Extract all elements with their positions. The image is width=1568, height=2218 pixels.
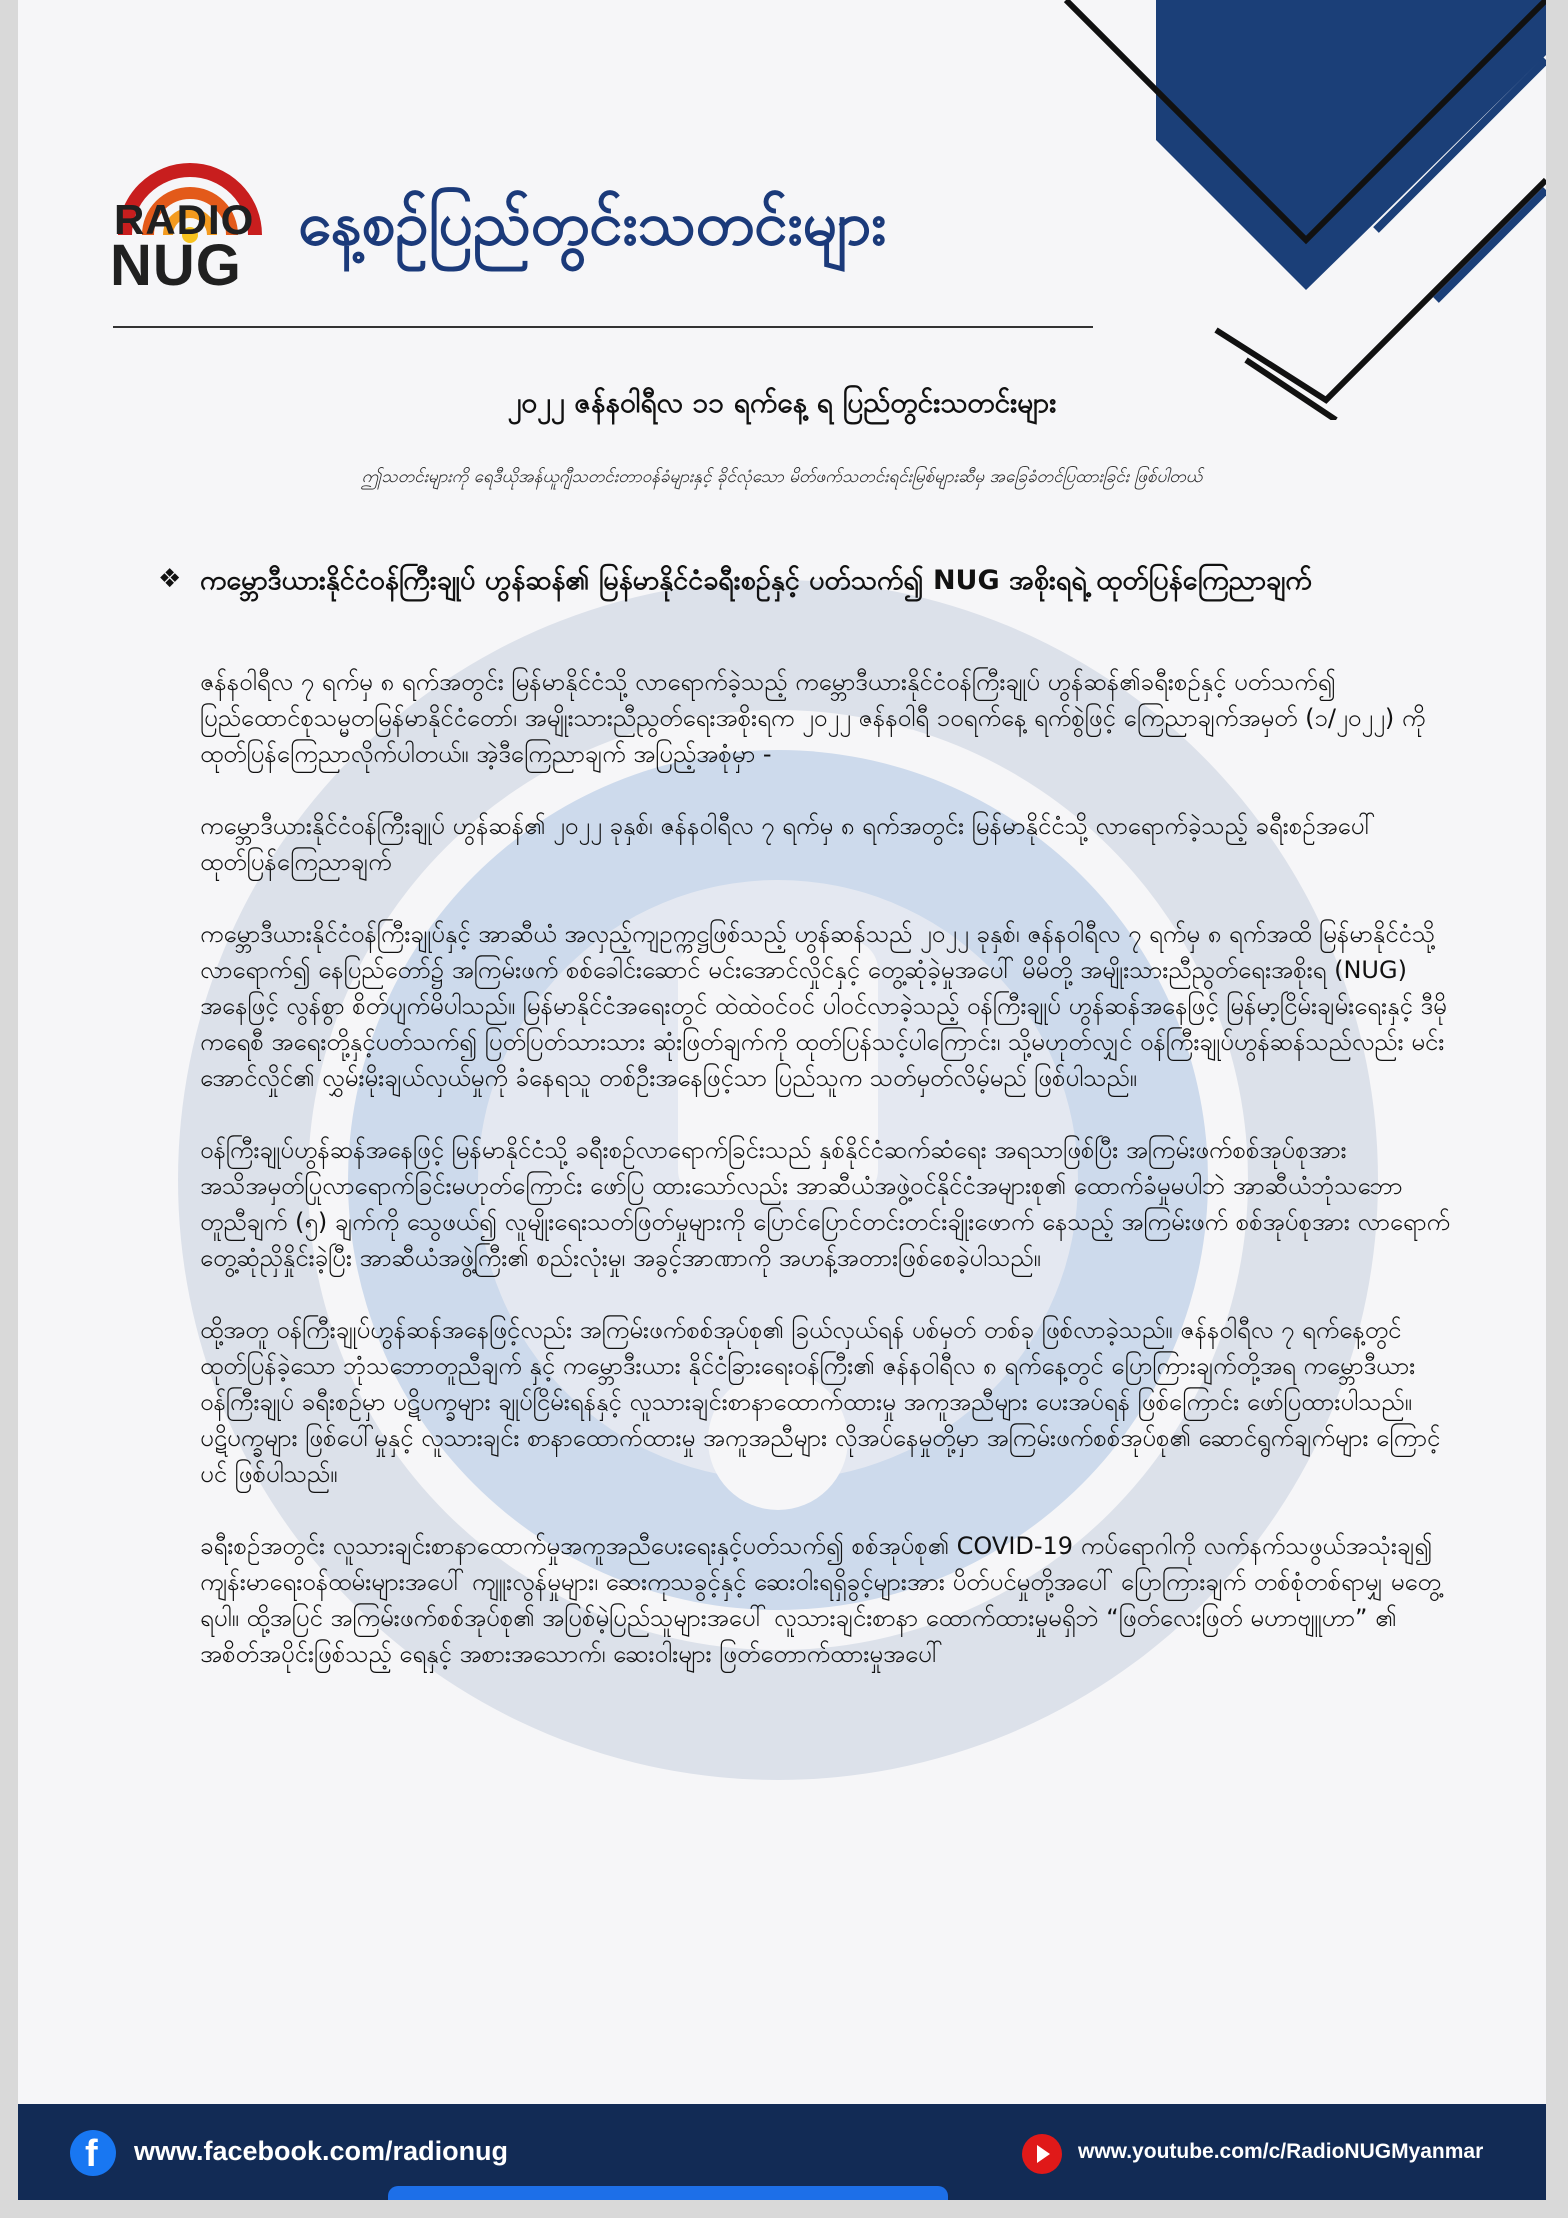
corner-decoration — [906, 0, 1546, 420]
paragraph: ကမ္ဘောဒီယားနိုင်ငံဝန်ကြီးချုပ် ဟွန်ဆန်၏ ၂၀၂၂ ခုနှစ်၊ ဇန်နဝါရီလ ၇ ရက်မှ ၈ ရက်အတွင်း မြန်မာနိုင်ငံသို့ လာရောက်ခဲ့သည့် ခရီးစဉ်အပေါ် ထုတ်ပြန်ကြေညာချက် — [200, 812, 1376, 876]
logo-text-radio: RADIO — [114, 196, 255, 243]
youtube-icon[interactable] — [1022, 2134, 1062, 2174]
paragraph: ဝန်ကြီးချုပ်ဟွန်ဆန်အနေဖြင့် မြန်မာနိုင်ငံသို့ ခရီးစဉ်လာရောက်ခြင်းသည် နှစ်နိုင်ငံဆက်ဆံရေး အရသာဖြစ်ပြီး အကြမ်းဖက်စစ်အုပ်စုအား အသိအမှတ်ပြုလာရောက်ခြင်းမဟုတ်ကြောင်း ဖော်ပြ ထားသော်လည်း အာဆီယံအဖွဲ့ဝင်နိုင်ငံအများစု၏ ထောက်ခံမှုမပါဘဲ အာဆီယံဘုံသဘော တူညီချက် (၅) ချက်ကို သွေဖယ်၍ လူမျိုးရေးသတ်ဖြတ်မှုများကို ပြောင်ပြောင်တင်းတင်းချိုးဖောက် နေသည့် အကြမ်းဖက် စစ်အုပ်စုအား လာရောက်တွေ့ဆုံညှိနှိုင်းခဲ့ပြီး အာဆီယံအဖွဲ့ကြီး၏ စည်းလုံးမှု၊ အခွင့်အာဏာကို အဟန့်အတားဖြစ်စေခဲ့ပါသည်။ — [200, 1136, 1450, 1272]
bottom-accent-bar — [388, 2186, 948, 2200]
date-heading: ၂၀၂၂ ဇန်နဝါရီလ ၁၁ ရက်နေ့ ရ ပြည်တွင်းသတင်းများ — [507, 386, 1057, 419]
facebook-link[interactable]: www.facebook.com/radionug — [134, 2136, 509, 2166]
youtube-link[interactable]: www.youtube.com/c/RadioNUGMyanmar — [1078, 2140, 1484, 2163]
article-body — [200, 664, 1450, 1708]
bullet-icon: ❖ — [158, 564, 182, 594]
disclaimer: ဤသတင်းများကို ရေဒီယိုအန်ယူဂျီသတင်းတာဝန်ခံများနှင့် ခိုင်လုံသော မိတ်ဖက်သတင်းရင်းမြစ်များဆီမှ အခြေခံတင်ပြထားခြင်း ဖြစ်ပါတယ် — [361, 467, 1203, 487]
paragraph: ထို့အတူ ဝန်ကြီးချုပ်ဟွန်ဆန်အနေဖြင့်လည်း အကြမ်းဖက်စစ်အုပ်စု၏ ခြယ်လှယ်ရန် ပစ်မှတ် တစ်ခု ဖြစ်လာခဲ့သည်။ ဇန်နဝါရီလ ၇ ရက်နေ့တွင် ထုတ်ပြန်ခဲ့သော ဘုံသဘောတူညီချက် နှင့် ကမ္ဘောဒီးယား နိုင်ငံခြားရေးဝန်ကြီး၏ ဇန်နဝါရီလ ၈ ရက်နေ့တွင် ပြောကြားချက်တို့အရ ကမ္ဘောဒီယားဝန်ကြီးချုပ် ခရီးစဉ်မှာ ပဋိပက္ခများ ချုပ်ငြိမ်းရန်နှင့် လူသားချင်းစာနာထောက်ထားမှု အကူအညီများ ပေးအပ်ရန် ဖြစ်ကြောင်း ဖော်ပြထားပါသည်။ ပဋိပက္ခများ ဖြစ်ပေါ်မှုနှင့် လူသားချင်း စာနာထောက်ထားမှု အကူအညီများ လိုအပ်နေမှုတို့မှာ အကြမ်းဖက်စစ်အုပ်စု၏ ဆောင်ရွက်ချက်များ ကြောင့်ပင် ဖြစ်ပါသည်။ — [200, 1316, 1441, 1488]
paragraph: ဇန်နဝါရီလ ၇ ရက်မှ ၈ ရက်အတွင်း မြန်မာနိုင်ငံသို့ လာရောက်ခဲ့သည့် ကမ္ဘောဒီယားနိုင်ငံဝန်ကြီးချုပ် ဟွန်ဆန်၏ခရီးစဉ်နှင့် ပတ်သက်၍ ပြည်ထောင်စုသမ္မတမြန်မာနိုင်ငံတော်၊ အမျိုးသားညီညွတ်ရေးအစိုးရက ၂၀၂၂ ဇန်နဝါရီ ၁၀ရက်နေ့ ရက်စွဲဖြင့် ကြေညာချက်အမှတ် (၁/၂၀၂၂) ကို ထုတ်ပြန်ကြေညာလိုက်ပါတယ်။ အဲ့ဒီကြေညာချက် အပြည့်အစုံမှာ - — [200, 668, 1426, 768]
document-page — [18, 0, 1546, 2200]
section-title: ကမ္ဘောဒီယားနိုင်ငံဝန်ကြီးချုပ် ဟွန်ဆန်၏ မြန်မာနိုင်ငံခရီးစဉ်နှင့် ပတ်သက်၍ NUG အစိုးရရဲ့ ထုတ်ပြန်ကြေညာချက် — [200, 565, 1312, 596]
paragraph: ခရီးစဉ်အတွင်း လူသားချင်းစာနာထောက်မှုအကူအညီပေးရေးနှင့်ပတ်သက်၍ စစ်အုပ်စု၏ COVID-19 ကပ်ရောဂါကို လက်နက်သဖွယ်အသုံးချ၍ ကျန်းမာရေးဝန်ထမ်းများအပေါ် ကျူးလွန်မှုများ၊ ဆေးကုသခွင့်နှင့် ဆေးဝါးရရှိခွင့်များအား ပိတ်ပင်မှုတို့အပေါ် ပြောကြားချက် တစ်စုံတစ်ရာမျှ မတွေ့ရပါ။ ထို့အပြင် အကြမ်းဖက်စစ်အုပ်စု၏ အပြစ်မဲ့ပြည်သူများအပေါ် လူသားချင်းစာနာ ထောက်ထားမှုမရှိဘဲ “ဖြတ်လေးဖြတ် မဟာဗျူဟာ” ၏ အစိတ်အပိုင်းဖြစ်သည့် ရေနှင့် အစားအသောက်၊ ဆေးဝါးများ ဖြတ်တောက်ထားမှုအပေါ် — [200, 1532, 1441, 1668]
facebook-icon[interactable]: f — [70, 2130, 116, 2176]
paragraph: ကမ္ဘောဒီယားနိုင်ငံဝန်ကြီးချုပ်နှင့် အာဆီယံ အလှည့်ကျဥက္ကဋ္ဌဖြစ်သည့် ဟွန်ဆန်သည် ၂၀၂၂ ခုနှစ်၊ ဇန်နဝါရီလ ၇ ရက်မှ ၈ ရက်အထိ မြန်မာနိုင်ငံသို့လာရောက်၍ နေပြည်တော်၌ အကြမ်းဖက် စစ်ခေါင်းဆောင် မင်းအောင်လှိုင်နှင့် တွေ့ဆုံခဲ့မှုအပေါ် မိမိတို့ အမျိုးသားညီညွတ်ရေးအစိုးရ (NUG) အနေဖြင့် လွန်စွာ စိတ်ပျက်မိပါသည်။ မြန်မာနိုင်ငံအရေးတွင် ထဲထဲဝင်ဝင် ပါဝင်လာခဲ့သည့် ဝန်ကြီးချုပ် ဟွန်ဆန်အနေဖြင့် မြန်မာ့ငြိမ်းချမ်းရေးနှင့် ဒီမိုကရေစီ အရေးတို့နှင့်ပတ်သက်၍ ပြတ်ပြတ်သားသား ဆုံးဖြတ်ချက်ကို ထုတ်ပြန်သင့်ပါကြောင်း၊ သို့မဟုတ်လျှင် ဝန်ကြီးချုပ်ဟွန်ဆန်သည်လည်း မင်းအောင်လှိုင်၏ လွှမ်းမိုးချယ်လှယ်မှုကို ခံနေရသူ တစ်ဦးအနေဖြင့်သာ ပြည်သူက သတ်မှတ်လိမ့်မည် ဖြစ်ပါသည်။ — [200, 920, 1447, 1092]
header-divider — [113, 326, 1093, 328]
masthead-title: နေ့စဉ်ပြည်တွင်းသတင်းများ — [298, 189, 887, 259]
logo-text-nug: NUG — [110, 233, 242, 298]
